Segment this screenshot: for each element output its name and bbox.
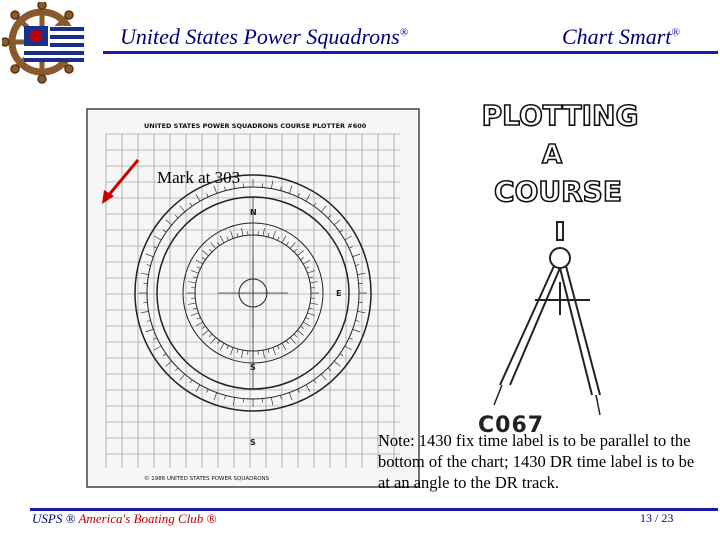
course-code: C067 — [478, 413, 545, 438]
page-number: 13 / 23 — [640, 511, 674, 525]
red-arrow-icon — [100, 156, 160, 206]
plotter-heading: UNITED STATES POWER SQUADRONS COURSE PLOTTER #600 — [144, 122, 367, 130]
plotter-footer-text: © 1986 UNITED STATES POWER SQUADRONS — [144, 476, 270, 482]
header-subtitle: Chart Smart® — [562, 24, 680, 49]
usps-logo — [2, 2, 102, 102]
plotting-course-title — [470, 95, 650, 225]
footer-brand: USPS ® America's Boating Club ® — [32, 511, 217, 526]
svg-text:N: N — [250, 208, 257, 217]
svg-text:S: S — [250, 438, 256, 447]
note-text: Note: 1430 fix time label is to be parallel to the bottom of the chart; 1430 DR time label is to be at an angle to the DR track. — [378, 431, 695, 492]
plotter-annotation: Mark at 303 — [157, 168, 241, 187]
header-title: United States Power Squadrons® — [120, 24, 409, 49]
svg-text:A: A — [541, 140, 563, 170]
dividers-icon — [480, 220, 620, 420]
svg-text:PLOTTING: PLOTTING — [481, 99, 639, 132]
svg-text:COURSE: COURSE — [494, 175, 622, 208]
svg-text:S: S — [250, 363, 256, 372]
svg-text:E: E — [336, 289, 342, 298]
header-rule — [103, 51, 718, 54]
